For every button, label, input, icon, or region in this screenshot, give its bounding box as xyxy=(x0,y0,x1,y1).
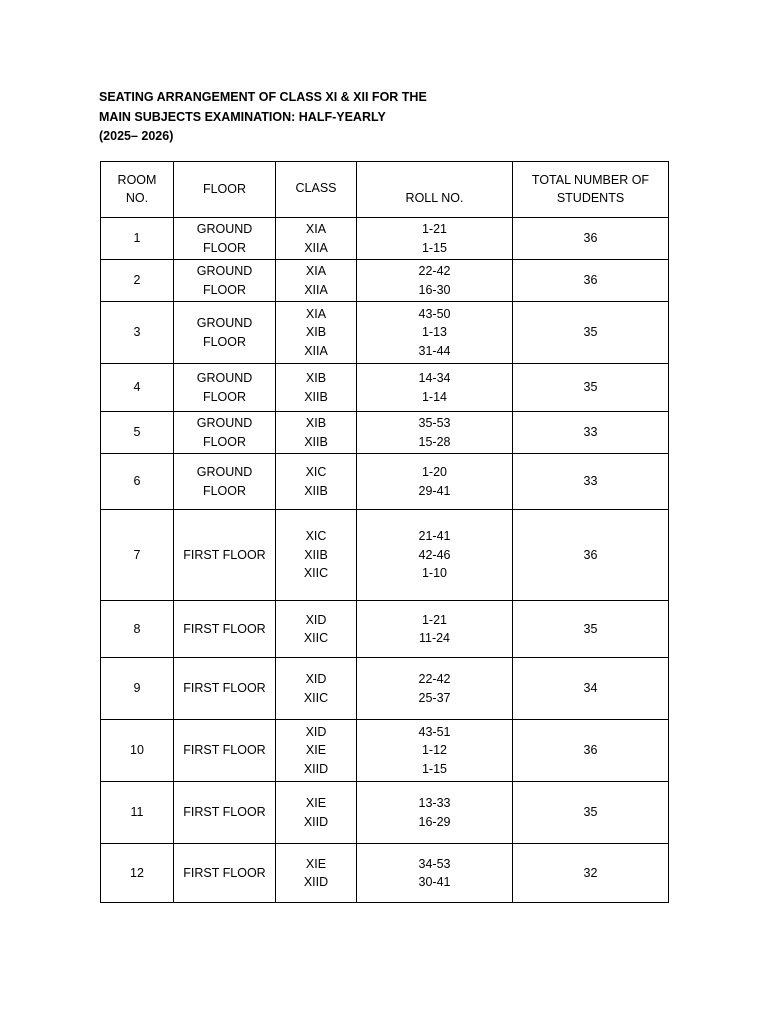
room-number: 5 xyxy=(101,412,174,454)
roll-cell-line: 30-41 xyxy=(418,875,451,889)
roll-cell-line: 31-44 xyxy=(418,343,451,358)
roll-cell-line: 1-21 xyxy=(421,222,448,236)
roll-cell-line: 1-14 xyxy=(421,389,448,404)
class-cell-line: XIE xyxy=(305,856,327,871)
roll-cell-line: 35-53 xyxy=(418,416,451,430)
total-students: 35 xyxy=(513,782,669,844)
room-number: 12 xyxy=(101,844,174,903)
table-row xyxy=(101,364,669,412)
class-cell-line: XIIB xyxy=(304,547,328,562)
floor-cell-line: FLOOR xyxy=(202,240,247,255)
title-line-2: MAIN SUBJECTS EXAMINATION: HALF-YEARLY xyxy=(99,109,386,124)
total-students: 34 xyxy=(513,658,669,720)
class-cell-line: XIA xyxy=(305,264,327,278)
class-cell-line: XIIA xyxy=(304,343,328,358)
roll-cell xyxy=(357,601,513,658)
floor-cell xyxy=(174,454,276,510)
class-cell-line: XID xyxy=(305,724,327,739)
class-cell-line: XIE xyxy=(305,796,327,810)
floor-cell xyxy=(174,302,276,364)
floor-cell xyxy=(174,412,276,454)
roll-cell-line: 42-46 xyxy=(418,547,451,562)
roll-cell-line: 22-42 xyxy=(418,672,451,686)
room-number: 3 xyxy=(101,302,174,364)
floor-cell-line: GROUND xyxy=(196,416,253,430)
class-cell-line: XIC xyxy=(305,529,327,544)
total-students: 36 xyxy=(513,510,669,601)
floor-cell-line: FLOOR xyxy=(202,434,247,449)
class-cell xyxy=(276,302,357,364)
table-body xyxy=(101,218,669,903)
class-cell-line: XIA xyxy=(305,306,327,321)
class-cell xyxy=(276,364,357,412)
class-cell-line: XIIB xyxy=(304,483,328,498)
header-total-line-2: STUDENTS xyxy=(556,190,625,205)
roll-cell-line: 1-10 xyxy=(421,566,448,581)
table-row xyxy=(101,454,669,510)
roll-cell xyxy=(357,364,513,412)
total-students: 32 xyxy=(513,844,669,903)
floor-cell xyxy=(174,510,276,601)
table-row xyxy=(101,510,669,601)
floor-cell-line: GROUND xyxy=(196,316,253,330)
class-cell-line: XIIA xyxy=(304,240,328,255)
roll-cell-line: 11-24 xyxy=(418,631,451,645)
class-cell-line: XIIB xyxy=(304,389,328,404)
table-row xyxy=(101,720,669,782)
roll-cell-line: 14-34 xyxy=(418,371,451,385)
roll-cell xyxy=(357,412,513,454)
roll-cell-line: 25-37 xyxy=(418,690,451,705)
roll-cell-line: 29-41 xyxy=(418,483,451,498)
roll-cell xyxy=(357,260,513,302)
class-cell xyxy=(276,601,357,658)
total-students: 35 xyxy=(513,601,669,658)
room-number: 4 xyxy=(101,364,174,412)
header-room xyxy=(101,162,174,218)
table-row xyxy=(101,658,669,720)
header-floor: FLOOR xyxy=(174,162,276,218)
table-row xyxy=(101,844,669,903)
table-row xyxy=(101,218,669,260)
floor-cell xyxy=(174,601,276,658)
class-cell xyxy=(276,412,357,454)
table-row xyxy=(101,782,669,844)
floor-cell xyxy=(174,844,276,903)
roll-cell xyxy=(357,844,513,903)
roll-cell xyxy=(357,658,513,720)
floor-cell-line: FIRST FLOOR xyxy=(183,621,266,636)
class-cell xyxy=(276,658,357,720)
class-cell-line: XIIC xyxy=(303,690,329,705)
total-students: 33 xyxy=(513,454,669,510)
header-row xyxy=(101,162,669,218)
roll-cell-line: 1-13 xyxy=(421,325,448,340)
roll-cell-line: 1-20 xyxy=(421,465,448,479)
room-number: 7 xyxy=(101,510,174,601)
roll-cell-line: 16-29 xyxy=(418,814,451,829)
class-cell-line: XID xyxy=(305,612,327,627)
roll-cell-line: 43-51 xyxy=(418,724,451,739)
floor-cell xyxy=(174,260,276,302)
roll-cell-line: 1-21 xyxy=(421,612,448,627)
class-cell-line: XIC xyxy=(305,465,327,479)
floor-cell-line: FIRST FLOOR xyxy=(183,547,266,562)
title-line-1: SEATING ARRANGEMENT OF CLASS XI & XII FOR THE xyxy=(99,90,427,104)
class-cell xyxy=(276,510,357,601)
class-cell xyxy=(276,782,357,844)
total-students: 36 xyxy=(513,260,669,302)
class-cell xyxy=(276,844,357,903)
class-cell-line: XIB xyxy=(305,416,327,430)
roll-cell-line: 1-15 xyxy=(421,240,448,255)
floor-cell-line: GROUND xyxy=(196,465,253,479)
total-students: 35 xyxy=(513,302,669,364)
room-number: 1 xyxy=(101,218,174,260)
roll-cell-line: 1-12 xyxy=(421,743,448,758)
floor-cell xyxy=(174,720,276,782)
class-cell-line: XIE xyxy=(305,743,327,758)
floor-cell xyxy=(174,364,276,412)
floor-cell-line: FLOOR xyxy=(202,334,247,349)
table-row xyxy=(101,412,669,454)
header-total xyxy=(513,162,669,218)
floor-cell xyxy=(174,782,276,844)
room-number: 2 xyxy=(101,260,174,302)
roll-cell-line: 15-28 xyxy=(418,434,451,449)
table-row xyxy=(101,302,669,364)
class-cell-line: XIB xyxy=(305,371,327,385)
roll-cell-line: 22-42 xyxy=(418,264,451,278)
roll-cell-line: 1-15 xyxy=(421,761,448,776)
total-students: 36 xyxy=(513,720,669,782)
roll-cell-line: 43-50 xyxy=(418,306,451,321)
class-cell-line: XIA xyxy=(305,222,327,236)
class-cell-line: XIID xyxy=(303,761,329,776)
roll-cell xyxy=(357,782,513,844)
roll-cell xyxy=(357,510,513,601)
class-cell-line: XIIC xyxy=(303,631,329,645)
class-cell xyxy=(276,454,357,510)
class-cell-line: XIID xyxy=(303,814,329,829)
roll-cell-line: 34-53 xyxy=(418,856,451,871)
roll-cell xyxy=(357,454,513,510)
roll-cell-line: 13-33 xyxy=(418,796,451,810)
header-class: CLASS xyxy=(276,162,357,218)
total-students: 36 xyxy=(513,218,669,260)
floor-cell-line: FIRST FLOOR xyxy=(183,681,266,696)
class-cell xyxy=(276,260,357,302)
roll-cell xyxy=(357,720,513,782)
class-cell xyxy=(276,218,357,260)
class-cell-line: XIB xyxy=(305,325,327,340)
floor-cell-line: FIRST FLOOR xyxy=(183,743,266,758)
header-room-line-1: ROOM xyxy=(117,173,157,187)
floor-cell-line: GROUND xyxy=(196,264,253,278)
class-cell-line: XIIB xyxy=(304,434,328,449)
table-row xyxy=(101,260,669,302)
floor-cell-line: FLOOR xyxy=(202,483,247,498)
class-cell-line: XIIC xyxy=(303,566,329,581)
floor-cell xyxy=(174,218,276,260)
room-number: 10 xyxy=(101,720,174,782)
class-cell-line: XID xyxy=(305,672,327,686)
title-line-3: (2025– 2026) xyxy=(99,129,174,143)
roll-cell-line: 16-30 xyxy=(418,282,451,297)
room-number: 9 xyxy=(101,658,174,720)
roll-cell xyxy=(357,302,513,364)
document-title xyxy=(99,88,427,147)
roll-cell-line: 21-41 xyxy=(418,529,451,544)
room-number: 11 xyxy=(101,782,174,844)
room-number: 6 xyxy=(101,454,174,510)
floor-cell xyxy=(174,658,276,720)
header-total-line-1: TOTAL NUMBER OF xyxy=(531,173,650,187)
floor-cell-line: GROUND xyxy=(196,222,253,236)
class-cell xyxy=(276,720,357,782)
floor-cell-line: FIRST FLOOR xyxy=(183,805,266,820)
class-cell-line: XIID xyxy=(303,875,329,889)
floor-cell-line: FIRST FLOOR xyxy=(183,865,266,880)
total-students: 35 xyxy=(513,364,669,412)
class-cell-line: XIIA xyxy=(304,282,328,297)
seating-table xyxy=(100,161,669,903)
total-students: 33 xyxy=(513,412,669,454)
floor-cell-line: FLOOR xyxy=(202,389,247,404)
room-number: 8 xyxy=(101,601,174,658)
header-room-line-2: NO. xyxy=(125,190,149,205)
floor-cell-line: GROUND xyxy=(196,371,253,385)
header-roll: ROLL NO. xyxy=(357,162,513,218)
floor-cell-line: FLOOR xyxy=(202,282,247,297)
roll-cell xyxy=(357,218,513,260)
table-row xyxy=(101,601,669,658)
